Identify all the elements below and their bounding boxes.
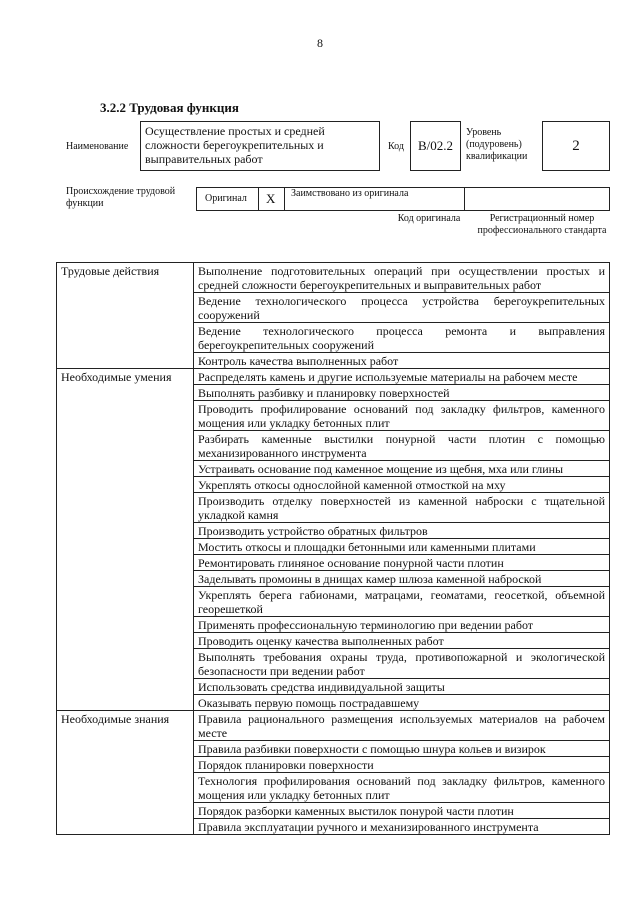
qualification-level-box: 2	[542, 121, 610, 171]
item-cell: Ведение технологического процесса устройства берегоукрепительных сооружений	[194, 293, 610, 323]
item-cell: Порядок планировки поверхности	[194, 757, 610, 773]
level-label: Уровень (подуровень) квалификации	[466, 127, 528, 162]
item-cell: Выполнять разбивку и планировку поверхностей	[194, 385, 610, 401]
function-details-table	[56, 262, 610, 835]
item-cell: Оказывать первую помощь пострадавшему	[194, 695, 610, 711]
reg-number-caption: Регистрационный номер профессионального стандарта	[477, 213, 607, 236]
item-cell: Укреплять берега габионами, матрацами, геоматами, геосеткой, объемной георешеткой	[194, 587, 610, 617]
item-cell: Ведение технологического процесса ремонта и выправления берегоукрепительных сооружений	[194, 323, 610, 353]
item-cell: Устраивать основание под каменное мощение из щебня, мха или глины	[194, 461, 610, 477]
item-cell: Технология профилирования оснований под закладку фильтров, каменного мощения или укладку бетонных плит	[194, 773, 610, 803]
table-row	[57, 263, 610, 293]
origin-row	[196, 187, 610, 211]
item-cell: Правила разбивки поверхности с помощью шнура кольев и визирок	[194, 741, 610, 757]
category-cell: Необходимые знания	[57, 711, 194, 835]
page-number: 8	[317, 36, 323, 50]
item-cell: Порядок разборки каменных выстилок понурой части плотин	[194, 803, 610, 819]
item-cell: Заделывать промоины в днищах камер шлюза каменной наброской	[194, 571, 610, 587]
item-cell: Разбирать каменные выстилки понурной части плотин с помощью механизированного инструмента	[194, 431, 610, 461]
original-label: Оригинал	[205, 193, 247, 204]
item-cell: Мостить откосы и площадки бетонными или каменными плитами	[194, 539, 610, 555]
original-mark: X	[266, 191, 276, 206]
code-original-caption: Код оригинала	[397, 213, 461, 224]
borrowed-label: Заимствовано из оригинала	[291, 188, 409, 199]
origin-original-cell	[197, 188, 259, 210]
code-label: Код	[388, 141, 404, 152]
item-cell: Использовать средства индивидуальной защиты	[194, 679, 610, 695]
item-cell: Производить отделку поверхностей из каменной наброски с тщательной укладкой камня	[194, 493, 610, 523]
item-cell: Правила эксплуатации ручного и механизированного инструмента	[194, 819, 610, 835]
category-cell: Трудовые действия	[57, 263, 194, 369]
table-row	[57, 711, 610, 741]
item-cell: Распределять камень и другие используемые материалы на рабочем месте	[194, 369, 610, 385]
item-cell: Ремонтировать глиняное основание понурной части плотин	[194, 555, 610, 571]
item-cell: Применять профессиональную терминологию при ведении работ	[194, 617, 610, 633]
function-code-box: B/02.2	[410, 121, 461, 171]
table-row	[57, 369, 610, 385]
origin-borrowed-cell	[285, 188, 465, 210]
item-cell: Проводить оценку качества выполненных работ	[194, 633, 610, 649]
item-cell: Выполнять требования охраны труда, противопожарной и экологической безопасности при ведении работ	[194, 649, 610, 679]
origin-label: Происхождение трудовой функции	[66, 186, 176, 209]
item-cell: Проводить профилирование оснований под закладку фильтров, каменного мощения или укладку бетонных плит	[194, 401, 610, 431]
item-cell: Выполнение подготовительных операций при осуществлении простых и средней сложности берегоукрепительных и выправительных работ	[194, 263, 610, 293]
origin-mark-cell	[259, 188, 285, 210]
item-cell: Укреплять откосы однослойной каменной отмосткой на мху	[194, 477, 610, 493]
section-title: 3.2.2 Трудовая функция	[100, 100, 239, 115]
item-cell: Правила рационального размещения используемых материалов на рабочем месте	[194, 711, 610, 741]
item-cell: Контроль качества выполненных работ	[194, 353, 610, 369]
item-cell: Производить устройство обратных фильтров	[194, 523, 610, 539]
name-label: Наименование	[66, 141, 129, 152]
category-cell: Необходимые умения	[57, 369, 194, 711]
function-name-box: Осуществление простых и средней сложности берегоукрепительных и выправительных работ	[140, 121, 380, 171]
